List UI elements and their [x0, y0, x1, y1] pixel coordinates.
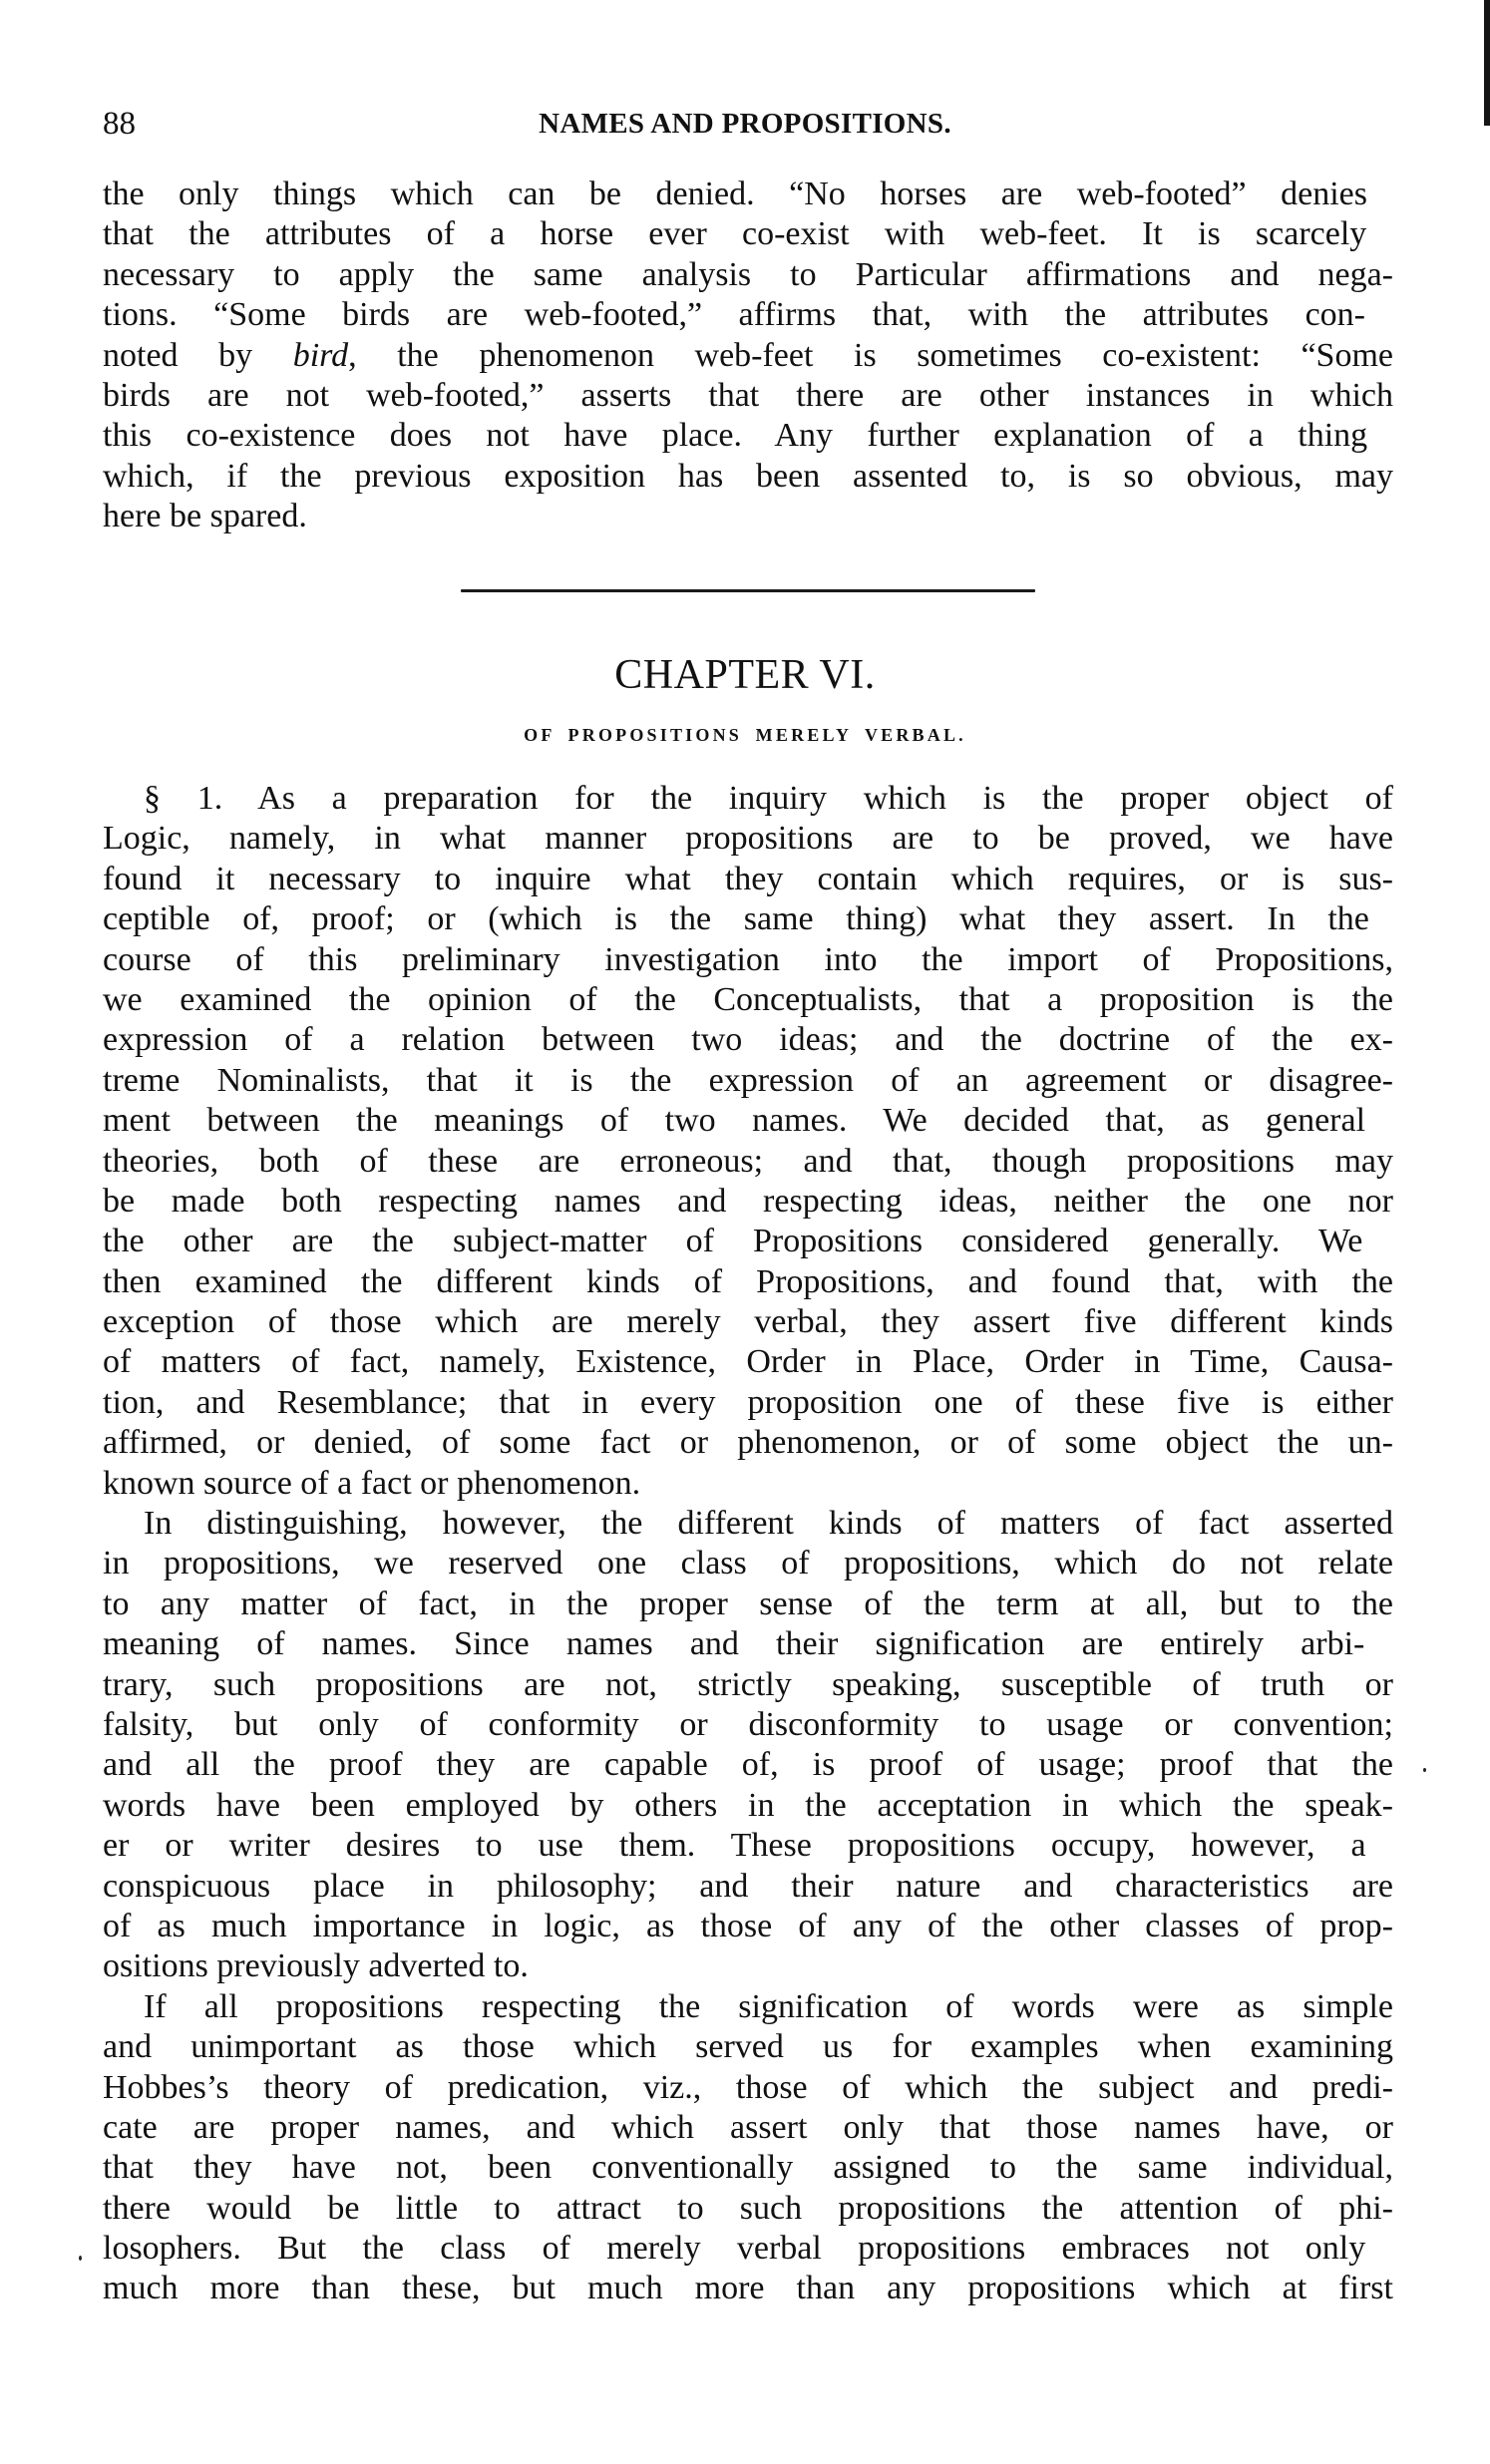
text-line: Logic, namely, in what manner propositions are to be proved, we have: [103, 820, 1393, 858]
text-line: falsity, but only of conformity or disconformity to usage or convention;: [103, 1705, 1393, 1743]
text-line: the other are the subject-matter of Propositions considered generally. We: [103, 1223, 1363, 1260]
text-line: of matters of fact, namely, Existence, Order in Place, Order in Time, Causa-: [103, 1343, 1393, 1381]
text-line: of as much importance in logic, as those of any of the other classes of prop-: [103, 1907, 1393, 1944]
text-line: affirmed, or denied, of some fact or phenomenon, or of some object the un-: [103, 1424, 1393, 1462]
text-line: here be spared.: [103, 498, 307, 535]
text-line: words have been employed by others in the acceptation in which the speak-: [103, 1786, 1393, 1824]
text-line: necessary to apply the same analysis to Particular affirmations and nega-: [103, 255, 1393, 293]
paragraph-first-line: § 1. As a preparation for the inquiry which is the proper object of: [144, 780, 1393, 817]
text-line: [103, 336, 1393, 376]
text-line: er or writer desires to use them. These propositions occupy, however, a: [103, 1827, 1366, 1865]
scan-speck: [79, 2256, 82, 2261]
text-line: exception of those which are merely verbal, they assert five different kinds: [103, 1303, 1393, 1341]
running-title: NAMES AND PROPOSITIONS.: [539, 108, 951, 140]
text-line: losophers. But the class of merely verbal propositions embraces not only: [103, 2230, 1366, 2268]
text-line: Hobbes’s theory of predication, viz., those of which the subject and predi-: [103, 2068, 1393, 2106]
chapter-subtitle: OF PROPOSITIONS MERELY VERBAL.: [524, 725, 966, 745]
text-line: ment between the meanings of two names. We decided that, as general: [103, 1102, 1366, 1140]
text-line: in propositions, we reserved one class of propositions, which do not relate: [103, 1545, 1393, 1583]
text-line: then examined the different kinds of Propositions, and found that, with the: [103, 1262, 1393, 1300]
paragraph-first-line: In distinguishing, however, the different kinds of matters of fact asserted: [144, 1505, 1393, 1543]
chapter-divider-rule: [461, 589, 1035, 592]
text-line: trary, such propositions are not, strictly speaking, susceptible of truth or: [103, 1665, 1393, 1703]
scan-speck: [1423, 1768, 1426, 1772]
text-line: we examined the opinion of the Conceptualists, that a proposition is the: [103, 980, 1393, 1018]
italic-term: bird: [292, 336, 349, 374]
paragraph-first-line: If all propositions respecting the signification of words were as simple: [144, 1987, 1393, 2025]
text-line: treme Nominalists, that it is the expression of an agreement or disagree-: [103, 1061, 1393, 1099]
text-line: be made both respecting names and respecting ideas, neither the one nor: [103, 1182, 1393, 1220]
text-line: this co-existence does not have place. Any further explanation of a thing: [103, 417, 1368, 455]
text-line: birds are not web-footed,” asserts that there are other instances in which: [103, 376, 1393, 414]
text-line: and all the proof they are capable of, is proof of usage; proof that the: [103, 1746, 1393, 1784]
text-line: ositions previously adverted to.: [103, 1947, 529, 1985]
text-line: which, if the previous exposition has been assented to, is so obvious, may: [103, 457, 1393, 495]
text-line: found it necessary to inquire what they contain which requires, or is sus-: [103, 860, 1393, 897]
text-line: tion, and Resemblance; that in every proposition one of these five is either: [103, 1383, 1393, 1421]
text-segment: noted by: [103, 336, 293, 374]
text-line: there would be little to attract to such propositions the attention of phi-: [103, 2189, 1393, 2227]
text-line: the only things which can be denied. “No horses are web-footed” denies: [103, 176, 1367, 212]
body-text-section-1: [103, 175, 1393, 537]
text-line: conspicuous place in philosophy; and their nature and characteristics are: [103, 1867, 1393, 1905]
text-line: and unimportant as those which served us for examples when examining: [103, 2028, 1393, 2066]
body-text-section-2: [103, 779, 1393, 2309]
text-line: that they have not, been conventionally assigned to the same individual,: [103, 2149, 1393, 2187]
chapter-title: CHAPTER VI.: [614, 652, 876, 698]
text-segment: , the phenomenon web-feet is sometimes co-existent: “Some: [348, 336, 1393, 374]
text-line: that the attributes of a horse ever co-exist with web-feet. It is scarcely: [103, 215, 1367, 253]
text-line: known source of a fact or phenomenon.: [103, 1464, 641, 1502]
text-line: tions. “Some birds are web-footed,” affirms that, with the attributes con-: [103, 296, 1365, 334]
text-line: cate are proper names, and which assert only that those names have, or: [103, 2108, 1393, 2146]
text-line: much more than these, but much more than any propositions which at first: [103, 2270, 1393, 2307]
text-line: expression of a relation between two ideas; and the doctrine of the ex-: [103, 1021, 1393, 1059]
text-line: meaning of names. Since names and their signification are entirely arbi-: [103, 1625, 1365, 1663]
text-line: ceptible of, proof; or (which is the same thing) what they assert. In the: [103, 900, 1369, 938]
page-number: 88: [103, 106, 136, 142]
text-line: theories, both of these are erroneous; and that, though propositions may: [103, 1142, 1393, 1180]
text-line: to any matter of fact, in the proper sense of the term at all, but to the: [103, 1584, 1393, 1622]
text-line: course of this preliminary investigation into the import of Propositions,: [103, 940, 1393, 978]
